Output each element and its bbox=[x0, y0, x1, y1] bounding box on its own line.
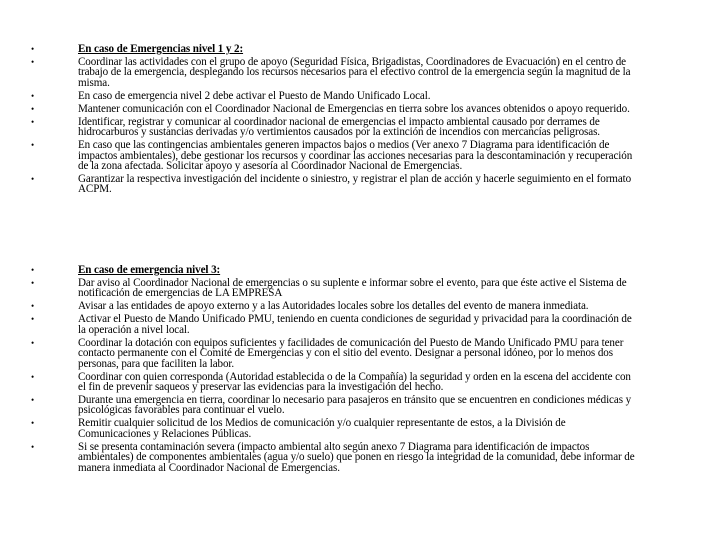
item-text: Dar aviso al Coordinador Nacional de emergencias o su suplente e informar sobre el evento, para que éste active el Sistema de notificación de emergencias de LA EMPRESA bbox=[78, 277, 627, 300]
list-item bbox=[0, 314, 720, 335]
bullet-icon: • bbox=[31, 103, 35, 114]
bullet-icon: • bbox=[31, 337, 35, 348]
bullet-icon: • bbox=[31, 44, 35, 54]
item-text: Si se presenta contaminación severa (impacto ambiental alto según anexo 7 Diagrama para identificación de impactos ambientales) de componentes ambientales (agua y/o suelo) que ponen en riesgo la integridad de la comunidad, debe informar de manera inmediata al Coordinador Nacional de Emergencias. bbox=[78, 440, 635, 474]
bullet-icon: • bbox=[31, 90, 35, 101]
section-emergency-level-3 bbox=[0, 265, 720, 476]
bullet-icon: • bbox=[31, 174, 35, 185]
list-item bbox=[0, 418, 720, 439]
bullet-icon: • bbox=[31, 265, 35, 275]
item-text: Garantizar la respectiva investigación del incidente o siniestro, y registrar el plan de acción y hacerle seguimiento en el formato ACPM. bbox=[78, 173, 632, 196]
bullet-icon: • bbox=[31, 395, 35, 406]
section-heading bbox=[0, 44, 720, 54]
list-item bbox=[0, 301, 720, 311]
heading-text: En caso de emergencia nivel 3: bbox=[78, 264, 221, 276]
item-text: Avisar a las entidades de apoyo externo y a las Autoridades locales sobre los detalles del evento de manera inmediata. bbox=[78, 300, 589, 313]
item-text: Remitir cualquier solicitud de los Medios de comunicación y/o cualquier representante de estos, a la División de Comunicaciones y Relaciones Públicas. bbox=[78, 417, 566, 440]
list-item bbox=[0, 372, 720, 393]
bullet-icon: • bbox=[31, 301, 35, 312]
list-item bbox=[0, 442, 720, 473]
item-text: Activar el Puesto de Mando Unificado PMU, teniendo en cuenta condiciones de seguridad y privacidad para la coordinación de la operación a nivel local. bbox=[78, 313, 632, 336]
section-heading bbox=[0, 265, 720, 275]
item-text: En caso que las contingencias ambientales generen impactos bajos o medios (Ver anexo 7 Diagrama para identificación de impactos ambientales), debe gestionar los recursos y coordinar las acciones necesarias para la descontaminación y recuperación de la zona afectada. Solicitar apoyo y asesoría al Coordinador Nacional de Emergencias. bbox=[78, 139, 633, 173]
list-item bbox=[0, 104, 720, 114]
item-text: Durante una emergencia en tierra, coordinar lo necesario para pasajeros en tránsito que se encuentren en condiciones médicas y psicológicas favorables para continuar el vuelo. bbox=[78, 394, 632, 417]
list-item bbox=[0, 57, 720, 88]
section-emergency-level-1-2 bbox=[0, 44, 720, 197]
bullet-icon: • bbox=[31, 314, 35, 325]
bullet-icon: • bbox=[31, 278, 35, 288]
list-item bbox=[0, 278, 720, 299]
list-item bbox=[0, 338, 720, 369]
heading-text: En caso de Emergencias nivel 1 y 2: bbox=[78, 43, 244, 55]
item-text: Coordinar la dotación con equipos suficientes y facilidades de comunicación del Puesto de Mando Unificado PMU para tener contacto permanente con el Comité de Emergencias y con el sitio del evento. Designar a personal idóneo, por lo menos dos personas, para que faciliten la labor. bbox=[78, 336, 624, 370]
item-text: En caso de emergencia nivel 2 debe activar el Puesto de Mando Unificado Local. bbox=[78, 89, 431, 102]
list-item bbox=[0, 174, 720, 195]
item-text: Coordinar las actividades con el grupo de apoyo (Seguridad Física, Brigadistas, Coordinadores de Evacuación) en el centro de trabajo de la emergencia, desplegando los recursos necesarios para el efectivo control de la emergencia según la magnitud de la misma. bbox=[78, 56, 631, 89]
list-item bbox=[0, 395, 720, 416]
item-text: Identificar, registrar y comunicar al coordinador nacional de emergencias el impacto ambiental causado por derrames de hidrocarburos y sustancias derivadas y/o vertimientos causados por la extinción de incendios con mercancías peligrosas. bbox=[78, 115, 600, 139]
list-item bbox=[0, 117, 720, 138]
item-text: Coordinar con quien corresponda (Autoridad establecida o de la Compañía) la seguridad y orden en la escena del accidente con el fin de prevenir saqueos y preservar las evidencias para la investigación del hecho. bbox=[78, 370, 631, 394]
bullet-icon: • bbox=[31, 418, 35, 429]
list-item bbox=[0, 140, 720, 171]
bullet-icon: • bbox=[31, 116, 35, 127]
bullet-icon: • bbox=[31, 441, 35, 452]
item-text: Mantener comunicación con el Coordinador Nacional de Emergencias en tierra sobre los avances obtenidos o apoyo requerido. bbox=[78, 102, 630, 115]
list-item bbox=[0, 91, 720, 101]
bullet-icon: • bbox=[31, 57, 35, 67]
bullet-icon: • bbox=[31, 371, 35, 382]
bullet-icon: • bbox=[31, 140, 35, 151]
